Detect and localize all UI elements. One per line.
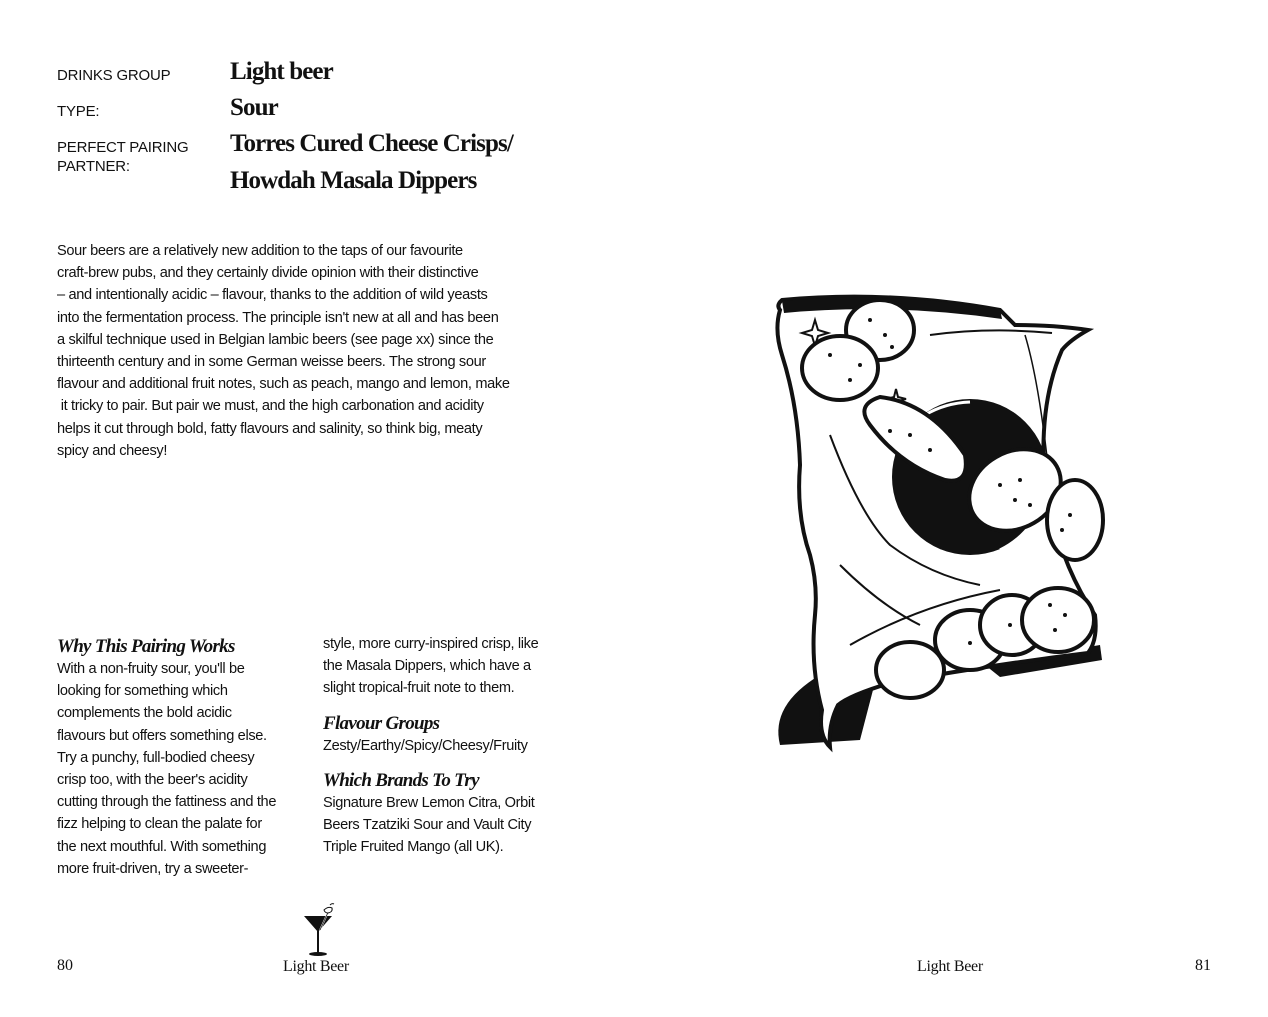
pairing-value-line2: Howdah Masala Dippers	[230, 167, 477, 194]
right-text-column	[323, 633, 583, 858]
intro-paragraph	[57, 240, 577, 462]
intro-line: spicy and cheesy!	[57, 442, 168, 459]
text-line: the next mouthful. With something	[57, 838, 267, 855]
intro-line: – and intentionally acidic – flavour, thanks to the addition of wild yeasts	[57, 287, 488, 304]
text-line: more fruit-driven, try a sweeter-	[57, 860, 249, 877]
pairing-label-line2: PARTNER:	[57, 158, 130, 175]
why-pairing-continued	[323, 633, 583, 700]
text-line: Try a punchy, full-bodied cheesy	[57, 749, 255, 766]
text-line: fizz helping to clean the palate for	[57, 816, 262, 833]
text-line: style, more curry-inspired crisp, like	[323, 636, 539, 652]
text-line: looking for something which	[57, 683, 228, 700]
text-line: cutting through the fattiness and the	[57, 794, 277, 811]
pairing-value-line1: Torres Cured Cheese Crisps/	[230, 130, 513, 157]
page-number-left: 80	[57, 957, 73, 974]
why-pairing-text	[57, 658, 313, 880]
text-line: Triple Fruited Mango (all UK).	[323, 839, 504, 856]
why-pairing-column	[57, 636, 313, 880]
type-value: Sour	[230, 94, 278, 121]
intro-line: flavour and additional fruit notes, such as peach, mango and lemon, make	[57, 376, 510, 393]
running-head-right: Light Beer	[917, 958, 983, 975]
page-number-right: 81	[1195, 957, 1211, 974]
text-line: Beers Tzatziki Sour and Vault City	[323, 817, 532, 834]
intro-line: thirteenth century and in some German weisse beers. The strong sour	[57, 354, 486, 371]
text-line: the Masala Dippers, which have a	[323, 658, 531, 675]
text-line: flavours but offers something else.	[57, 727, 267, 744]
brands-heading: Which Brands To Try	[323, 769, 479, 791]
flavour-groups-text: Zesty/Earthy/Spicy/Cheesy/Fruity	[323, 737, 528, 754]
intro-line: craft-brew pubs, and they certainly divide opinion with their distinctive	[57, 265, 479, 282]
intro-line: helps it cut through bold, fatty flavours and salinity, so think big, meaty	[57, 420, 483, 437]
running-head-left: Light Beer	[283, 958, 349, 975]
text-line: complements the bold acidic	[57, 705, 232, 722]
text-line: Signature Brew Lemon Citra, Orbit	[323, 794, 535, 811]
intro-line: into the fermentation process. The principle isn't new at all and has been	[57, 309, 499, 326]
text-line: With a non-fruity sour, you'll be	[57, 661, 245, 677]
why-pairing-heading: Why This Pairing Works	[57, 636, 235, 657]
crisp-packet-illustration	[770, 285, 1110, 755]
text-line: slight tropical-fruit note to them.	[323, 680, 515, 697]
intro-line: it tricky to pair. But pair we must, and the high carbonation and acidity	[57, 398, 484, 415]
text-line: crisp too, with the beer's acidity	[57, 772, 248, 789]
intro-line: Sour beers are a relatively new addition to the taps of our favourite	[57, 243, 463, 259]
drinks-group-value: Light beer	[230, 58, 333, 85]
type-label: TYPE:	[57, 103, 100, 120]
intro-line: a skilful technique used in Belgian lambic beers (see page xx) since the	[57, 331, 494, 348]
pairing-label-line1: PERFECT PAIRING	[57, 139, 189, 156]
cocktail-glass-icon	[300, 902, 336, 958]
drinks-group-label: DRINKS GROUP	[57, 67, 171, 84]
brands-text	[323, 792, 583, 859]
flavour-groups-heading: Flavour Groups	[323, 712, 440, 734]
